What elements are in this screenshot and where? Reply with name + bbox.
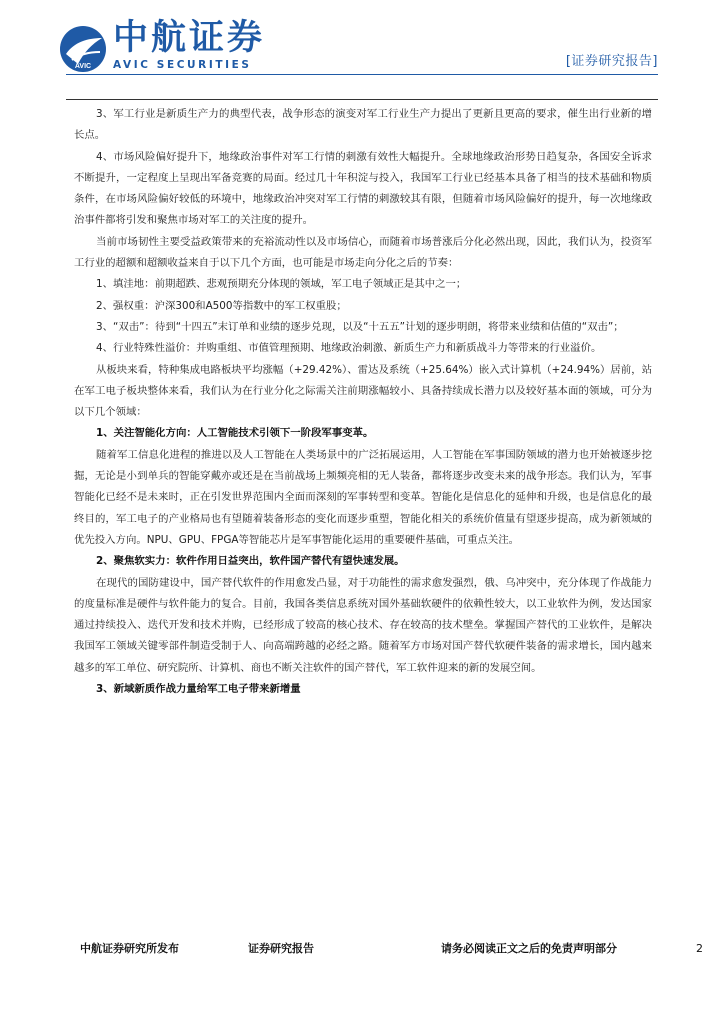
section-heading: 1、关注智能化方向：人工智能技术引领下一阶段军事变革。 — [96, 427, 374, 440]
body-paragraph: 当前市场韧性主要受益政策带来的充裕流动性以及市场信心，而随着市场普涨后分化必然出现，因此，我们认为，投资军工行业的超额和超额收益来自于以下几个方面，也可能是市场走向分化之后的节奏： — [74, 235, 652, 270]
section-heading: 3、新域新质作战力量给军工电子带来新增量 — [96, 683, 301, 696]
body-paragraph: 随着军工信息化进程的推进以及人工智能在人类场景中的广泛拓展运用，人工智能在军事国防领域的潜力也开始被逐步挖掘，无论是小到单兵的智能穿戴亦或还是在当前战场上频频亮相的无人装备，都将逐步改变未来的战争形态。我们认为，军事智能化已经不是未来时，正在引发世界范围内全面而深刻的军事转型和变革。智能化是信息化的延伸和升级，也是信息化的最终目的，军工电子的产业格局也有望随着装备形态的变化而逐步重塑，智能化相关的系统价值量有望逐步提高，成为新领域的优先投入方向。NPU、GPU、FPGA等智能芯片是军事智能化运用的重要硬件基础，可重点关注。 — [74, 448, 652, 546]
body-paragraph: 3、“双击”：待到“十四五”末订单和业绩的逐步兑现，以及“十五五”计划的逐步明朗，将带来业绩和估值的“双击”； — [96, 320, 624, 333]
body-paragraph: 1、填洼地：前期超跌、悲观预期充分体现的领域，军工电子领域正是其中之一； — [96, 278, 467, 291]
brand-name-chinese: 中航证券 — [113, 18, 266, 58]
header-divider — [66, 74, 658, 75]
report-type-tag: [证券研究报告] — [565, 54, 658, 69]
page-footer — [0, 936, 724, 960]
avic-logo-icon — [58, 24, 108, 74]
content-top-divider — [66, 99, 658, 100]
footer-disclaimer: 请务必阅读正文之后的免责声明部分 — [441, 942, 617, 955]
body-paragraph: 从板块来看，特种集成电路板块平均涨幅（+29.42%）、雷达及系统（+25.64%）嵌入式计算机（+24.94%）居前，站在军工电子板块整体来看，我们认为在行业分化之际需关注前期涨幅较小、具备持续成长潜力以及较好基本面的领域，可分为以下几个领域： — [74, 363, 652, 419]
body-paragraph: 4、市场风险偏好提升下，地缘政治事件对军工行情的刺激有效性大幅提升。全球地缘政治形势日趋复杂，各国安全诉求不断提升，一定程度上呈现出军备竞赛的局面。经过几十年积淀与投入，我国军工行业已经基本具备了相当的技术基础和物质条件，在市场风险偏好较低的环境中，地缘政治冲突对军工行情的刺激较其有限，但随着市场风险偏好的提升，每一次地缘政治事件都将引发和聚焦市场对军工的关注度的提升。 — [74, 150, 652, 227]
footer-report-type: 证券研究报告 — [248, 942, 314, 955]
body-paragraph: 在现代的国防建设中，国产替代软件的作用愈发凸显，对于功能性的需求愈发强烈，俄、乌冲突中，充分体现了作战能力的度量标准是硬件与软件能力的复合。目前，我国各类信息系统对国外基础软硬件的依赖性较大，以工业软件为例，发达国家通过持续投入、迭代开发和技术并购，已经形成了较高的核心技术、存在较高的技术壁垒。掌握国产替代的工业软件，是解决我国军工领域关键零部件制造受制于人、向高端跨越的必经之路。随着军方市场对国产替代软硬件装备的需求增长，国内越来越多的军工单位、研究院所、计算机、商也不断关注软件的国产替代，军工软件迎来的新的发展空间。 — [74, 576, 652, 674]
section-heading: 2、聚焦软实力：软件作用日益突出，软件国产替代有望快速发展。 — [96, 555, 405, 568]
body-paragraph: 4、行业特殊性溢价：并购重组、市值管理预期、地缘政治刺激、新质生产力和新质战斗力等带来的行业溢价。 — [96, 342, 602, 355]
footer-publisher: 中航证券研究所发布 — [80, 942, 179, 955]
page-number: 2 — [696, 942, 703, 955]
report-body — [74, 104, 652, 700]
page-header — [0, 0, 724, 100]
brand-name-english: AVIC SECURITIES — [113, 59, 252, 71]
logo-text: AVIC — [74, 63, 92, 70]
body-paragraph: 3、军工行业是新质生产力的典型代表，战争形态的演变对军工行业生产力提出了更新且更高的要求，催生出行业新的增长点。 — [74, 108, 652, 142]
body-paragraph: 2、强权重：沪深300和A500等指数中的军工权重股； — [96, 299, 347, 312]
